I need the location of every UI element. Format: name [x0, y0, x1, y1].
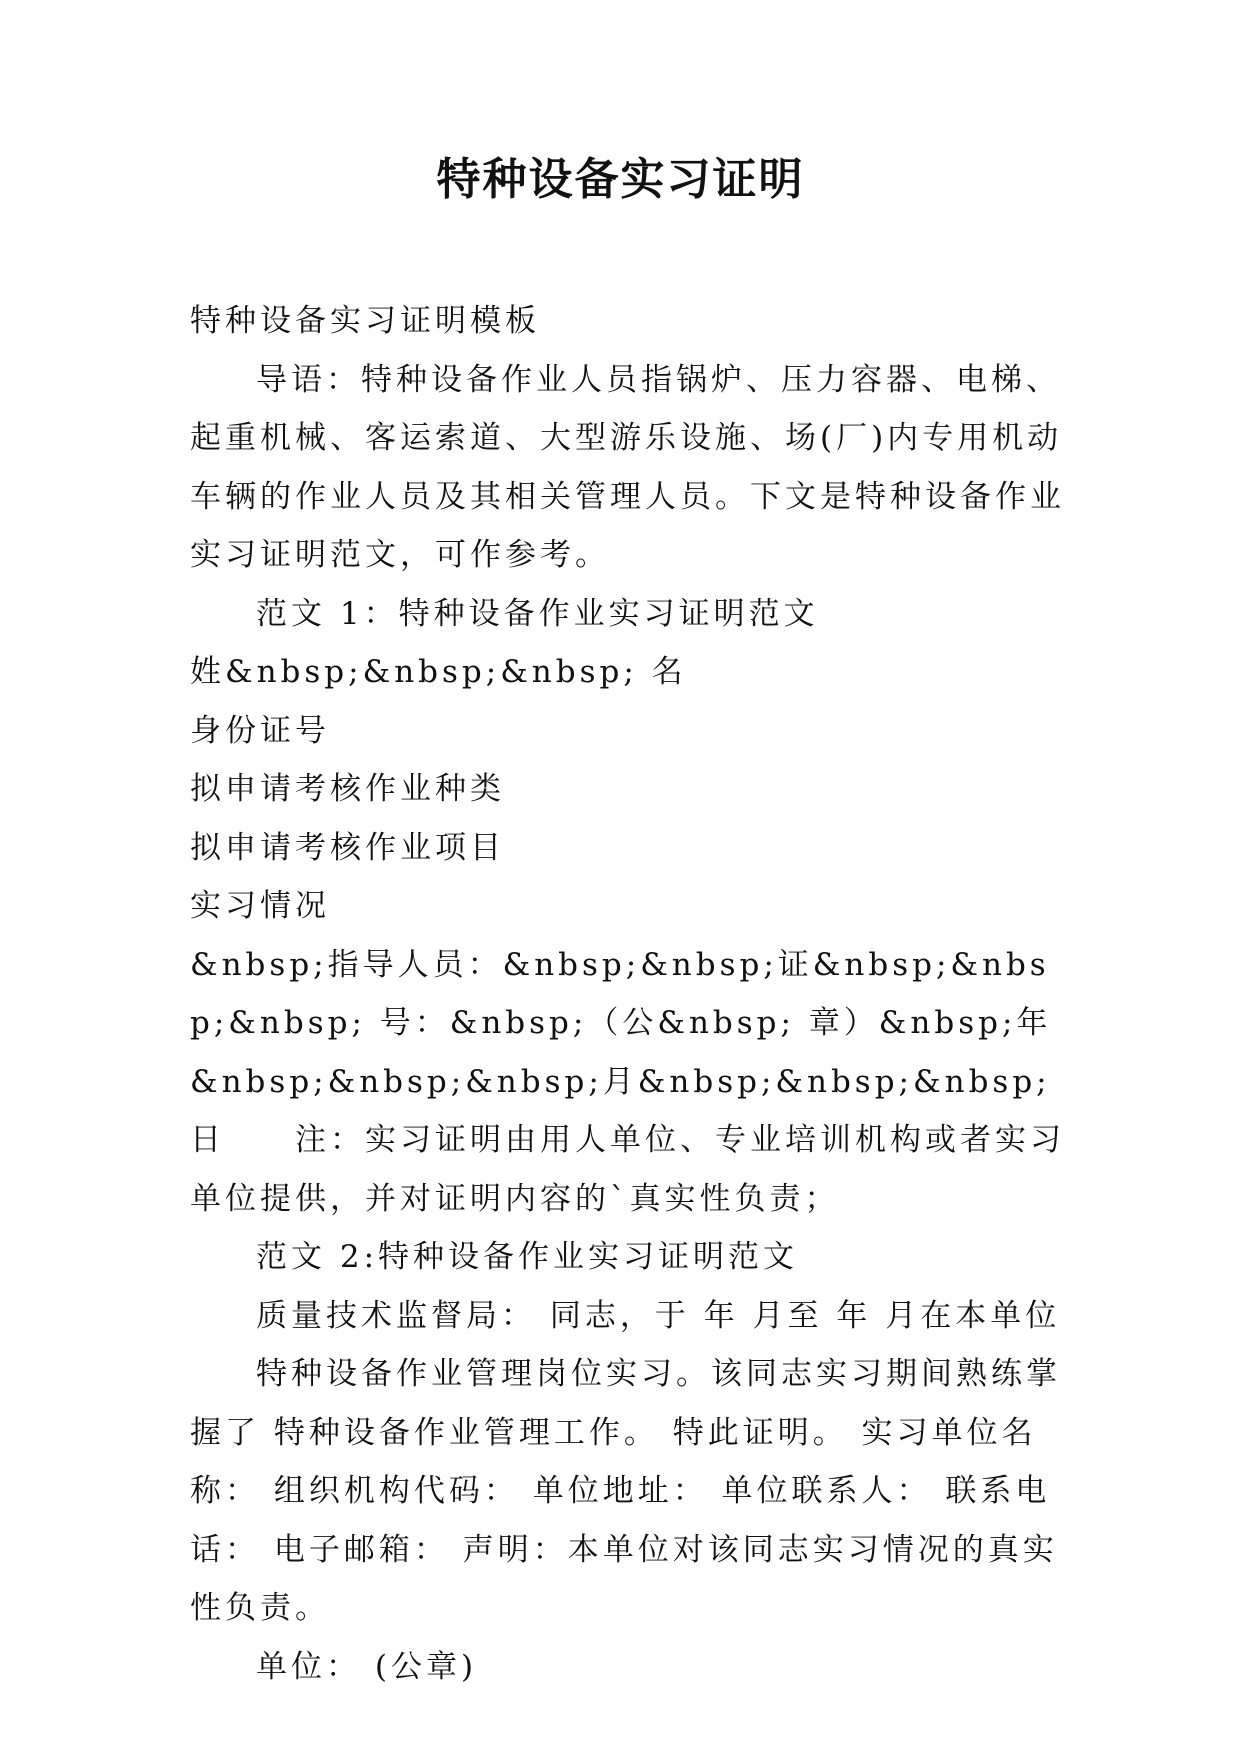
paragraph: 范文 2:特种设备作业实习证明范文: [256, 1239, 799, 1275]
form-field-name: 姓&nbsp;&nbsp;&nbsp; 名: [190, 654, 687, 690]
paragraph: 导语：特种设备作业人员指锅炉、压力容器、电梯、起重机械、客运索道、大型游乐设施、场(厂)内专用机动车辆的作业人员及其相关管理人员。下文是特种设备作业实习证明范文，可作参考。: [190, 361, 1065, 573]
form-field-internship-status: 实习情况: [190, 888, 330, 924]
form-field-id-number: 身份证号: [190, 712, 330, 749]
paragraph: &nbsp;指导人员：&nbsp;&nbsp;证&nbsp;&nbsp;&nbsp; 号：&nbsp;（公&nbsp; 章）&nbsp;年 &nbsp;&nbsp;&nbsp;月&nbsp;&nbsp;&nbsp;日 注：实习证明由用人单位、专业培训机构或者实习单位提供，并对证明内容的`真实性负责；: [190, 946, 1065, 1217]
form-field-work-category: 拟申请考核作业种类: [190, 771, 505, 807]
form-field-work-item: 拟申请考核作业项目: [190, 829, 505, 866]
paragraph: 特种设备作业管理岗位实习。该同志实习期间熟练掌握了 特种设备作业管理工作。 特此证明。 实习单位名称： 组织机构代码： 单位地址： 单位联系人： 联系电话： 电子邮箱： 声明：本单位对该同志实习情况的真实性负责。: [190, 1356, 1061, 1626]
paragraph: 质量技术监督局： 同志，于 年 月至 年 月在本单位: [256, 1297, 1061, 1334]
paragraph: 范文 1：特种设备作业实习证明范文: [256, 595, 819, 632]
document-body: [190, 292, 1065, 1696]
document-title: 特种设备实习证明: [436, 154, 805, 205]
paragraph: 特种设备实习证明模板: [190, 303, 540, 339]
paragraph: 单位： (公章): [256, 1648, 478, 1685]
